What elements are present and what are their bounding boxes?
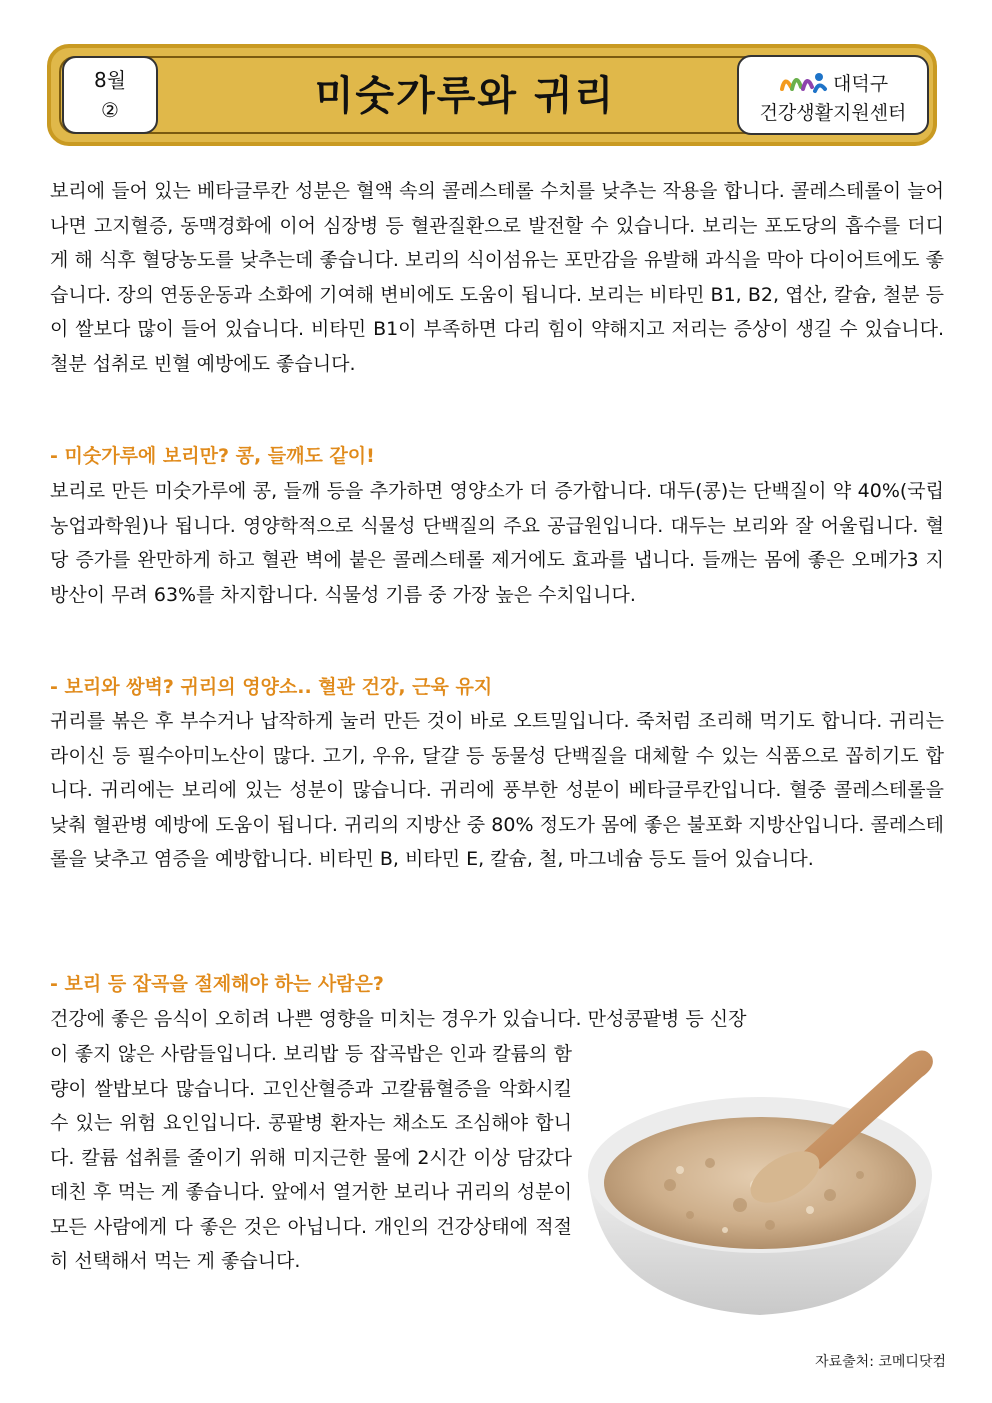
logo-subtitle: 건강생활지원센터: [759, 102, 907, 124]
page-title: 미숫가루와 귀리: [314, 73, 616, 119]
logo-icon: [779, 69, 829, 95]
section-body-caution: 이 좋지 않은 사람들입니다. 보리밥 등 잡곡밥은 인과 칼륨의 함량이 쌀밥보다 많습니다. 고인산혈증과 고칼륨혈증을 악화시킬 수 있는 위험 요인입니다. 콩팥병 환자는 채소도 조심해야 합니다. 칼륨 섭취를 줄이기 위해 미지근한 물에 2시간 이상 담갔다 데친 후 먹는 게 좋습니다. 앞에서 열거한 보리나 귀리의 성분이 모든 사람에게 다 좋은 것은 아닙니다. 개인의 건강상태에 적절히 선택해서 먹는 게 좋습니다.: [50, 1043, 572, 1272]
intro-paragraph: 보리에 들어 있는 베타글루칸 성분은 혈액 속의 콜레스테롤 수치를 낮추는 작용을 합니다. 콜레스테롤이 늘어나면 고지혈증, 동맥경화에 이어 심장병 등 혈관질환으로 발전할 수 있습니다. 보리는 포도당의 흡수를 더디게 해 식후 혈당농도를 낮추는데 좋습니다. 보리의 식이섬유는 포만감을 유발해 과식을 막아 다이어트에도 좋습니다. 장의 연동운동과 소화에 기여해 변비에도 도움이 됩니다. 보리는 비타민 B1, B2, 엽산, 칼슘, 철분 등이 쌀보다 많이 들어 있습니다. 비타민 B1이 부족하면 다리 힘이 약해지고 저리는 증상이 생길 수 있습니다. 철분 섭취로 빈혈 예방에도 좋습니다.: [50, 180, 944, 375]
section-heading-caution: - 보리 등 잡곡을 절제해야 하는 사람은?: [50, 973, 384, 995]
section-body-caution-first-line: 건강에 좋은 음식이 오히려 나쁜 영향을 미치는 경우가 있습니다. 만성콩팥병 등 신장: [50, 1008, 747, 1030]
powder-bowl-image: [580, 1045, 940, 1320]
source-credit: 자료출처: 코메디닷컴: [815, 1354, 946, 1370]
logo-row: [779, 69, 888, 95]
logo-name: 대덕구: [833, 72, 889, 95]
issue-number: ②: [101, 98, 119, 122]
section-heading-misutgaru: - 미숫가루에 보리만? 콩, 들깨도 같이!: [50, 445, 375, 467]
section-body-misutgaru: 보리로 만든 미숫가루에 콩, 들깨 등을 추가하면 영양소가 더 증가합니다. 대두(콩)는 단백질이 약 40%(국립농업과학원)나 됩니다. 영양학적으로 식물성 단백질의 주요 공급원입니다. 대두는 보리와 잘 어울립니다. 혈당 증가를 완만하게 하고 혈관 벽에 붙은 콜레스테롤 제거에도 효과를 냅니다. 들깨는 몸에 좋은 오메가3 지방산이 무려 63%를 차지합니다. 식물성 기름 중 가장 높은 수치입니다.: [50, 480, 944, 606]
section-heading-oats: - 보리와 쌍벽? 귀리의 영양소.. 혈관 건강, 근육 유지: [50, 676, 493, 698]
issue-box: [62, 56, 158, 134]
logo-box: [737, 55, 929, 135]
section-body-oats: 귀리를 볶은 후 부수거나 납작하게 눌러 만든 것이 바로 오트밀입니다. 죽처럼 조리해 먹기도 합니다. 귀리는 라이신 등 필수아미노산이 많다. 고기, 우유, 달걀 등 동물성 단백질을 대체할 수 있는 식품으로 꼽히기도 합니다. 귀리에는 보리에 있는 성분이 많습니다. 귀리에 풍부한 성분이 베타글루칸입니다. 혈중 콜레스테롤을 낮춰 혈관병 예방에 도움이 됩니다. 귀리의 지방산 중 80% 정도가 몸에 좋은 불포화 지방산입니다. 콜레스테롤을 낮추고 염증을 예방합니다. 비타민 B, 비타민 E, 칼슘, 철, 마그네슘 등도 들어 있습니다.: [50, 710, 944, 870]
month-label: 8월: [93, 68, 127, 92]
